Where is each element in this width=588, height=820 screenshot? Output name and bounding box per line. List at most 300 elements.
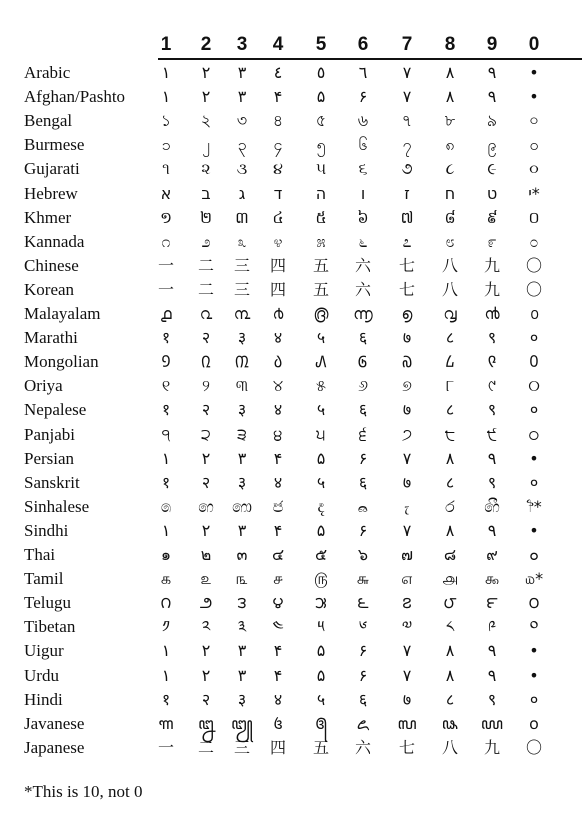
numeral-glyph: ৯ [486,111,498,130]
language-name: Japanese [24,738,85,757]
numeral-glyph: ७ [402,328,412,347]
numeral-glyph: ៩ [486,208,498,227]
numeral-glyph: ૫ [315,159,327,178]
table-row [0,737,588,761]
numeral-glyph: ༧ [401,617,413,636]
numeral-glyph: 五 [312,256,329,275]
numeral-glyph: ೯ [487,232,497,251]
numeral-glyph: ០ [528,208,540,227]
numeral-glyph: ۴ [273,449,283,468]
language-name: Oriya [24,376,63,395]
numeral-glyph: ၉ [487,135,497,154]
numeral-glyph: • [529,521,539,540]
numeral-glyph: ו [360,184,366,203]
numeral-glyph: ० [529,328,539,347]
numeral-glyph: ၄ [273,135,283,154]
numeral-glyph: ෮ [445,497,455,516]
numeral-glyph: ٢ [201,666,211,685]
numeral-glyph: ౭ [402,593,412,612]
numeral-glyph: ൧ [160,304,172,323]
numeral-glyph: ၁ [161,135,171,154]
numeral-glyph: ५ [316,328,326,347]
numeral-glyph: ௩ [235,569,249,588]
table-row [0,375,588,399]
numeral-glyph: ௭ [401,569,413,588]
numeral-glyph: २ [201,328,211,347]
numeral-glyph: १ [161,690,171,709]
language-name: Chinese [24,256,79,275]
numeral-glyph: ୭ [402,376,412,395]
numeral-glyph: ૭ [401,159,413,178]
numeral-glyph: ෭ [404,497,410,516]
table-row [0,110,588,134]
numeral-glyph: 七 [398,738,415,757]
language-name: Sindhi [24,521,69,540]
numeral-glyph: 六 [354,256,371,275]
table-row [0,616,588,640]
language-name: Tamil [24,569,64,588]
numeral-glyph: י* [528,184,540,203]
numeral-glyph: • [529,666,539,685]
numeral-glyph: ൩ [233,304,251,323]
numeral-glyph: ೬ [358,232,368,251]
language-name: Bengal [24,111,73,130]
numeral-glyph: ٩ [487,87,497,106]
numeral-glyph: ૮ [445,159,455,178]
numeral-glyph: ๘ [443,545,457,564]
numeral-glyph: ꧑ [158,714,174,733]
numeral-glyph: ᠘ [445,352,455,371]
numeral-glyph: ៦ [357,208,369,227]
numeral-glyph: ௨ [200,569,212,588]
language-name: Tibetan [24,617,76,636]
numeral-glyph: 五 [312,738,329,757]
numeral-glyph: • [529,63,539,82]
table-row [0,640,588,664]
language-name: Afghan/Pashto [24,87,126,106]
numeral-glyph: ๙ [486,545,498,564]
numeral-glyph: ० [529,473,539,492]
numeral-glyph: २ [201,473,211,492]
numeral-glyph: ๕ [314,545,328,564]
numeral-glyph: ۷ [402,449,412,468]
numeral-glyph: ༣ [237,617,247,636]
numeral-glyph: ה [315,184,327,203]
numeral-glyph: 八 [441,256,458,275]
numeral-glyph: ൨ [199,304,213,323]
numeral-glyph: 四 [269,738,286,757]
language-name: Urdu [24,666,59,685]
numeral-glyph: ൭ [401,304,413,323]
numeral-glyph: 三 [233,738,250,757]
numeral-glyph: ٣ [237,87,247,106]
numeral-glyph: ٨ [445,521,455,540]
numeral-glyph: ౫ [315,593,327,612]
numeral-glyph: 九 [483,280,500,299]
numeral-glyph: ٧ [402,641,412,660]
column-header-5: 5 [315,34,327,55]
numeral-glyph: ൫ [313,304,329,323]
numeral-glyph: ٦ [358,63,368,82]
numeral-glyph: • [529,449,539,468]
numeral-glyph: ६ [358,473,368,492]
numeral-glyph: ٣ [237,641,247,660]
numeral-glyph: ౧ [160,593,172,612]
numeral-glyph: 一 [157,280,174,299]
numeral-glyph: २ [201,400,211,419]
numeral-glyph: ٤ [273,63,283,82]
numeral-glyph: ۳ [237,449,247,468]
language-name: Hindi [24,690,63,709]
language-name: Thai [24,545,56,564]
numeral-glyph: ୮ [445,376,455,395]
numeral-glyph: ۴ [273,641,283,660]
numeral-glyph: ၇ [402,135,412,154]
numeral-glyph: ૬ [358,159,368,178]
numeral-glyph: ٢ [201,87,211,106]
table-row [0,303,588,327]
numeral-glyph: ٧ [402,666,412,685]
numeral-glyph: ౮ [443,593,457,612]
numeral-glyph: 一 [157,256,174,275]
numeral-glyph: 〇 [525,280,542,299]
numeral-glyph: ෬ [357,497,369,516]
numeral-glyph: 五 [312,280,329,299]
numeral-glyph: ၅ [316,135,326,154]
numeral-glyph: ꧒ [198,714,214,733]
numeral-glyph: ५ [316,473,326,492]
table-row [0,134,588,158]
numeral-glyph: ९ [487,328,497,347]
numeral-glyph: ۵ [316,521,326,540]
numeral-glyph: ٥ [316,63,326,82]
numeral-glyph: ꧗ [397,714,417,733]
numeral-glyph: ۶ [358,641,368,660]
language-name: Korean [24,280,75,299]
table-row [0,183,588,207]
numeral-glyph: ۶ [358,449,368,468]
numeral-glyph: • [529,87,539,106]
numeral-glyph: ז [404,184,410,203]
numeral-glyph: ९ [487,400,497,419]
numeral-glyph: ७ [402,690,412,709]
numeral-glyph: ৮ [444,111,456,130]
numeral-glyph: ೦ [529,232,539,251]
numeral-glyph: ෫ [317,497,325,516]
numeral-glyph: ௮ [442,569,458,588]
table-row [0,520,588,544]
numeral-glyph: ५ [316,400,326,419]
numeral-glyph: ৪ [272,111,284,130]
table-row [0,448,588,472]
numeral-glyph: ৫ [315,111,327,130]
numeral-glyph: ٧ [402,87,412,106]
numeral-glyph: ४ [273,690,283,709]
numeral-glyph: 四 [269,280,286,299]
numeral-glyph: ៨ [444,208,456,227]
numeral-glyph: ๖ [357,545,369,564]
numeral-glyph: ۹ [487,449,497,468]
numeral-glyph: २ [201,690,211,709]
numeral-glyph: ७ [402,473,412,492]
numeral-glyph: 七 [398,256,415,275]
numeral-glyph: ٩ [487,641,497,660]
column-header-9: 9 [486,34,498,55]
numeral-glyph: ६ [358,400,368,419]
language-name: Malayalam [24,304,101,323]
numeral-glyph: ٣ [237,666,247,685]
numeral-glyph: ١ [161,87,171,106]
numeral-glyph: ៤ [272,208,284,227]
numeral-glyph: ᠗ [401,352,413,371]
numeral-glyph: ٢ [201,63,211,82]
numeral-glyph: ᠑ [161,352,171,371]
footnote: *This is 10, not 0 [24,782,143,801]
table-row [0,689,588,713]
numeral-glyph: ۶ [358,87,368,106]
table-row [0,496,588,520]
numeral-glyph: ੫ [316,425,326,444]
numeral-glyph: ० [529,400,539,419]
numeral-glyph: १ [161,400,171,419]
numeral-glyph: ൪ [272,304,284,323]
numeral-glyph: ௰* [524,569,544,588]
numeral-glyph: ٧ [402,63,412,82]
language-name: Sinhalese [24,497,90,516]
table-row [0,424,588,448]
language-name: Mongolian [24,352,99,371]
numeral-glyph: ੭ [401,425,413,444]
numeral-glyph: ६ [358,690,368,709]
numeral-glyph: ௬ [356,569,370,588]
numeral-glyph: ९ [487,690,497,709]
numeral-glyph: ꧐ [529,714,539,733]
table-row [0,86,588,110]
numeral-glyph: ९ [487,473,497,492]
numeral-glyph: 二 [197,738,214,757]
numeral-glyph: ౨ [199,593,213,612]
numeral-glyph: ௯ [484,569,500,588]
numeral-glyph: ൬ [353,304,373,323]
numeral-glyph: ༨ [445,617,455,636]
numeral-glyph: ד [273,184,283,203]
column-header-6: 6 [357,34,369,55]
table-row [0,472,588,496]
language-name: Burmese [24,135,85,154]
table-row [0,62,588,86]
language-name: Marathi [24,328,78,347]
language-name: Arabic [24,63,71,82]
numeral-glyph: ୫ [316,376,326,395]
numeral-glyph: ౬ [357,593,369,612]
numeral-glyph: ١ [161,521,171,540]
numeral-glyph: ۴ [273,666,283,685]
column-header-row [0,34,588,60]
numeral-glyph: ෧ [160,497,172,516]
table-row [0,327,588,351]
numeral-glyph: ၆ [358,135,368,154]
numeral-glyph: ꧖ [356,714,370,733]
numeral-glyph: ౩ [237,593,247,612]
numeral-glyph: ೮ [445,232,455,251]
numeral-glyph: ७ [402,400,412,419]
numeral-glyph: ᠐ [529,352,539,371]
column-header-8: 8 [444,34,456,55]
numeral-glyph: ୯ [488,376,496,395]
numeral-glyph: ٨ [445,641,455,660]
numeral-glyph: ෩ [232,497,252,516]
numeral-glyph: 三 [233,280,250,299]
numeral-glyph: ᠖ [357,352,369,371]
numeral-glyph: ୦ [528,376,540,395]
numeral-glyph: ١ [161,666,171,685]
table-row [0,231,588,255]
numeral-glyph: ४ [273,328,283,347]
numeral-glyph: ๗ [400,545,414,564]
language-name: Khmer [24,208,72,227]
numeral-glyph: ٩ [487,666,497,685]
numeral-glyph: ౪ [272,593,284,612]
numeral-glyph: ৭ [401,111,413,130]
numeral-glyph: ༤ [272,617,284,636]
numeral-glyph: ٨ [445,87,455,106]
column-header-0: 0 [528,34,540,55]
numeral-glyph: ٢ [201,641,211,660]
numeral-glyph: ၈ [445,135,455,154]
numeral-glyph: ८ [445,328,455,347]
language-name: Telugu [24,593,71,612]
numeral-glyph: ༥ [317,617,325,636]
numeral-glyph: • [529,641,539,660]
numeral-glyph: ២ [199,208,213,227]
column-header-2: 2 [200,34,212,55]
table-row [0,351,588,375]
column-header-4: 4 [272,34,284,55]
numeral-glyph: ൯ [484,304,500,323]
numeral-glyph: ੦ [528,425,540,444]
numeral-glyph: ۴ [273,87,283,106]
column-header-1: 1 [160,34,172,55]
language-name: Persian [24,449,75,468]
numeral-glyph: ০ [528,111,540,130]
numeral-glyph: ח [444,184,456,203]
numeral-glyph: ༩ [487,617,497,636]
numeral-glyph: ༦ [358,617,368,636]
numeral-glyph: ۶ [358,521,368,540]
numeral-glyph: ੩ [237,425,247,444]
numeral-glyph: ᠙ [487,352,497,371]
language-name: Javanese [24,714,85,733]
numeral-glyph: ᠓ [234,352,249,371]
numeral-glyph: ၀ [529,135,539,154]
numeral-glyph: ١ [161,641,171,660]
numeral-glyph: ៣ [235,208,249,227]
numeral-glyph: ௧ [160,569,172,588]
numeral-glyph: ೪ [273,232,283,251]
numeral-glyph: ༢ [201,617,211,636]
numeral-glyph: ୨ [202,376,210,395]
language-name: Gujarati [24,159,80,178]
numeral-glyph: 七 [398,280,415,299]
numeral-glyph: ೫ [316,232,326,251]
numeral-glyph: ४ [273,400,283,419]
header-rule [158,58,582,60]
numeral-glyph: ੬ [358,425,368,444]
numeral-glyph: ౯ [486,593,498,612]
numeral-glyph: ၂ [202,135,210,154]
numeral-glyph: ८ [445,400,455,419]
numeral-glyph: ௪ [272,569,284,588]
table-row [0,158,588,182]
numeral-glyph: ٩ [487,521,497,540]
numeral-glyph: ౦ [528,593,540,612]
numeral-glyph: 二 [197,280,214,299]
numeral-glyph: ୬ [357,376,369,395]
numeral-glyph: ๒ [200,545,212,564]
numeral-glyph: 六 [354,280,371,299]
numeral-glyph: ۵ [316,641,326,660]
numeral-glyph: ८ [445,690,455,709]
numeral-glyph: ט [486,184,498,203]
numeral-glyph: ෪ [272,497,284,516]
numeral-glyph: ۵ [316,87,326,106]
numeral-glyph: ४ [273,473,283,492]
numeral-glyph: ૩ [236,159,248,178]
numeral-glyph: ৩ [236,111,248,130]
numeral-glyph: ૯ [487,159,497,178]
numeral-glyph: १ [161,473,171,492]
numeral-glyph: ೭ [402,232,412,251]
numeral-glyph: ۱ [161,449,171,468]
numeral-glyph: ૪ [273,159,283,178]
numeral-glyph: ૨ [201,159,211,178]
numeral-glyph: 九 [483,256,500,275]
table-row [0,665,588,689]
numeral-glyph: 八 [441,738,458,757]
numeral-glyph: ១ [159,208,173,227]
numeral-glyph: ୧ [161,376,171,395]
numeral-glyph: ١ [161,63,171,82]
numeral-glyph: ٨ [445,63,455,82]
table-row [0,279,588,303]
numeral-glyph: ෨ [198,497,214,516]
numeral-glyph: 四 [269,256,286,275]
numeral-glyph: ३ [237,690,247,709]
numeral-glyph: ۸ [445,449,455,468]
numeral-glyph: ೨ [201,232,211,251]
language-name: Hebrew [24,184,78,203]
numeral-glyph: ៥ [315,208,327,227]
numeral-glyph: ၃ [237,135,247,154]
language-name: Nepalese [24,400,87,419]
numeral-glyph: 二 [197,256,214,275]
numeral-glyph: ๓ [236,545,248,564]
numeral-glyph: ꧔ [273,714,283,733]
numeral-glyph: ᠕ [315,352,327,371]
numeral-glyph: ꧘ [441,714,459,733]
numeral-glyph: 八 [441,280,458,299]
numeral-glyph: ੯ [486,425,498,444]
table-row [0,544,588,568]
numeral-glyph: ० [529,690,539,709]
numeral-glyph: 〇 [525,256,542,275]
numeral-glyph: ᠒ [201,352,211,371]
numeral-glyph: ෯ [484,497,500,516]
numeral-glyph: ٢ [201,521,211,540]
numeral-glyph: ୩ [235,376,249,395]
numeral-glyph: ۵ [316,449,326,468]
numeral-glyph: ๑ [160,545,172,564]
